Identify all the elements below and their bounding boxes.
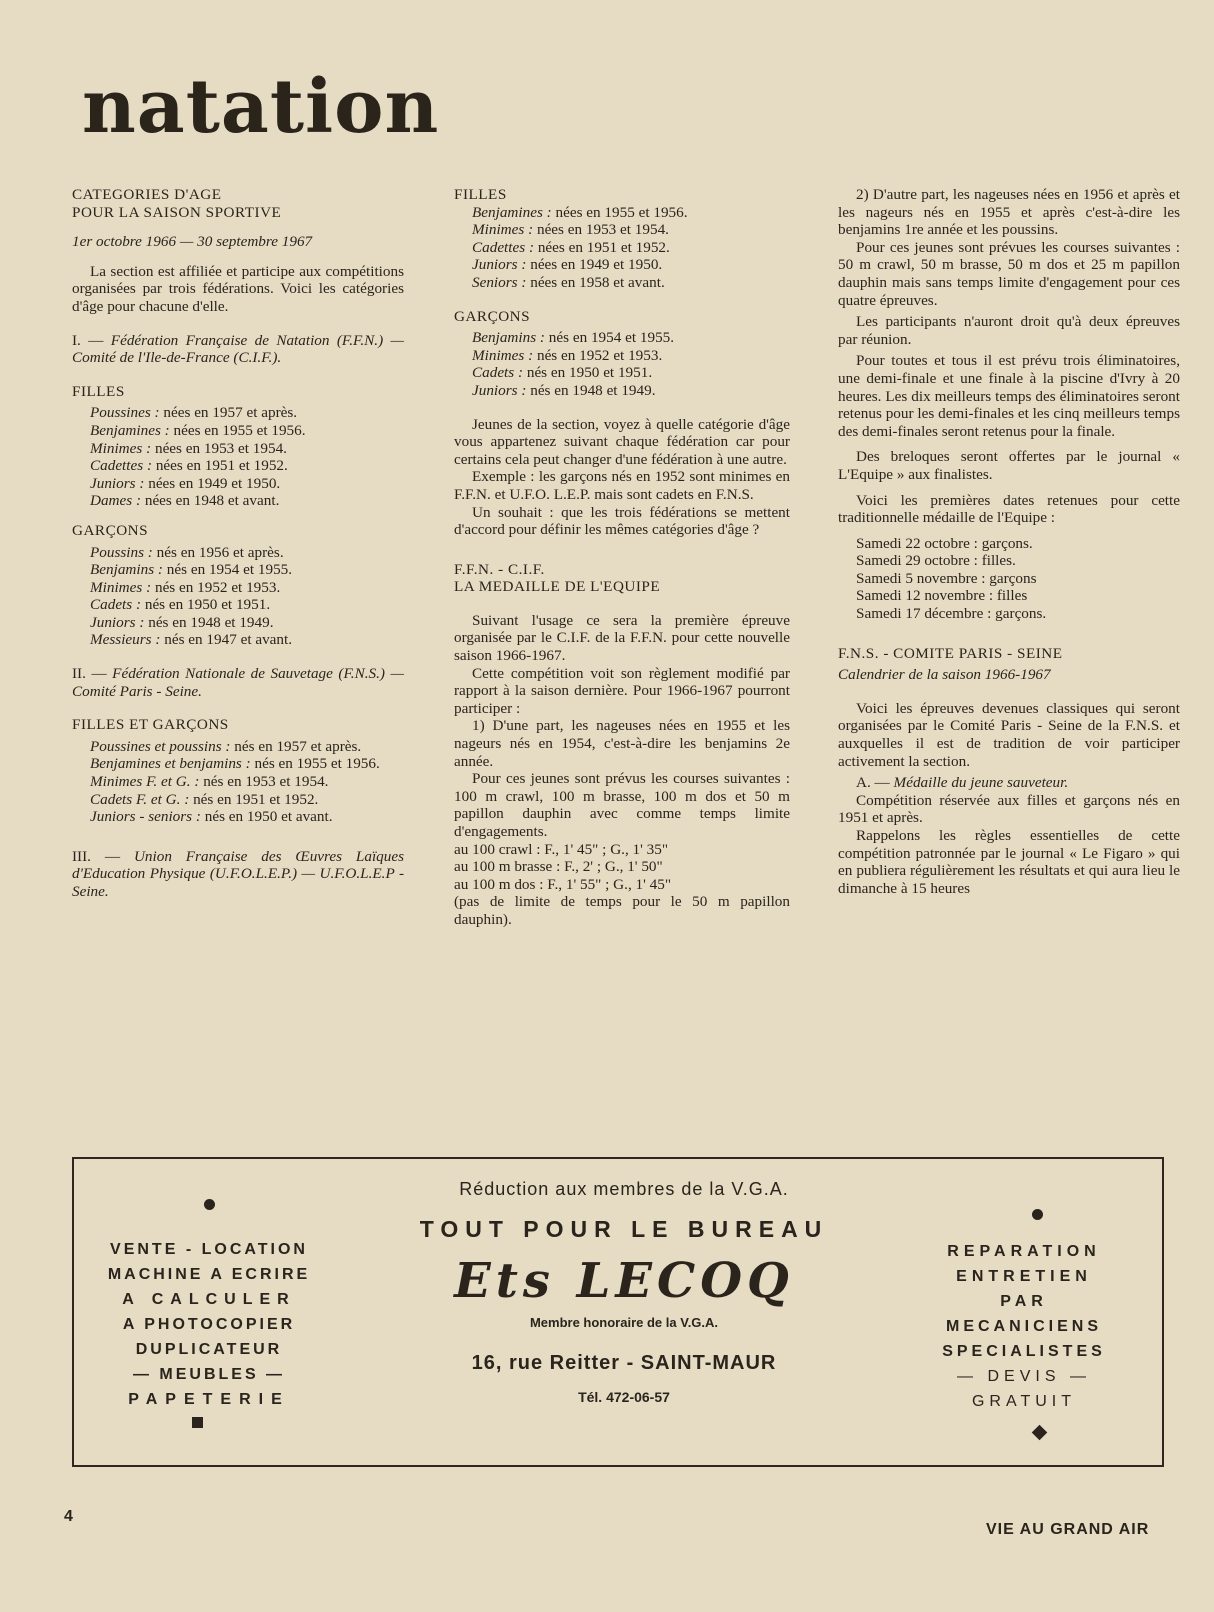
square-bullet-icon xyxy=(192,1417,203,1428)
paragraph: Pour toutes et tous il est prévu trois éliminatoires, une demi-finale et une finale à la piscine d'Ivry à 20 heures. Les dix meilleurs temps des éliminatoires seront retenus pour les demi-finales et les cinq meilleurs temps des demi-finales seront retenus pour la finale. xyxy=(838,352,1180,440)
paragraph: Exemple : les garçons nés en 1952 sont minimes en F.F.N. et U.F.O. L.E.P. mais sont cadets en F.N.S. xyxy=(454,468,790,503)
section-title: I. — Fédération Française de Natation (F.F.N.) — Comité de l'Ile-de-France (C.I.F.). xyxy=(72,331,404,367)
subheading: FILLES ET GARÇONS xyxy=(72,716,229,734)
list-item: Benjamins : nés en 1954 et 1955. xyxy=(90,561,293,579)
paragraph: Suivant l'usage ce sera la première épreuve organisée par le C.I.F. de la F.F.N. pour cette nouvelle saison 1966-1967. xyxy=(454,611,790,665)
paragraph: Les participants n'auront droit qu'à deux épreuves par réunion. xyxy=(838,313,1180,348)
column-1 xyxy=(72,186,404,901)
list-item: A PHOTOCOPIER xyxy=(122,1316,296,1333)
column-3 xyxy=(838,186,1180,897)
list-item: Seniors : nées en 1958 et avant. xyxy=(472,273,665,291)
list-item: Samedi 5 novembre : garçons xyxy=(856,569,1037,587)
paragraph: Un souhait : que les trois fédérations se mettent d'accord pour définir les mêmes catégories d'âge ? xyxy=(454,503,790,539)
paragraph: Cette compétition voit son règlement modifié par rapport à la saison dernière. Pour 1966-1967 pourront participer : xyxy=(454,664,790,717)
list-item: Samedi 22 octobre : garçons. xyxy=(856,534,1033,552)
heading: F.F.N. - C.I.F. xyxy=(454,560,545,578)
heading: LA MEDAILLE DE L'EQUIPE xyxy=(454,578,661,596)
ad-company-name: Ets LECOQ xyxy=(454,1253,794,1309)
list-item: Minimes : nés en 1952 et 1953. xyxy=(90,578,281,596)
list-item: — DEVIS — xyxy=(957,1368,1091,1385)
category-list xyxy=(72,738,404,826)
page-title: natation xyxy=(82,64,440,150)
paragraph: Pour ces jeunes sont prévues les courses suivantes : 50 m crawl, 50 m brasse, 50 m dos et 25 m papillon dauphin mais sans temps limite d'engagement pour ces quatre épreuves. xyxy=(838,238,1180,309)
list-item: Minimes : nés en 1952 et 1953. xyxy=(472,346,663,364)
paragraph: Voici les premières dates retenues pour cette traditionnelle médaille de l'Equipe : xyxy=(838,491,1180,527)
list-item: Juniors - seniors : nés en 1950 et avant. xyxy=(90,808,333,826)
bullet-icon xyxy=(1032,1209,1043,1220)
list-item: Minimes : nées en 1953 et 1954. xyxy=(472,221,669,239)
list-item: DUPLICATEUR xyxy=(135,1341,283,1358)
list-item: Juniors : nées en 1949 et 1950. xyxy=(90,474,281,492)
time-line: au 100 m dos : F., 1' 55" ; G., 1' 45" xyxy=(454,875,672,893)
list-item: Juniors : nés en 1948 et 1949. xyxy=(472,381,656,399)
subheading: FILLES xyxy=(454,186,507,203)
subheading: GARÇONS xyxy=(72,521,149,539)
list-item: MECANICIENS xyxy=(945,1318,1102,1335)
list-item: Dames : nées en 1948 et avant. xyxy=(90,492,280,510)
category-list xyxy=(454,204,790,292)
list-item: ENTRETIEN xyxy=(956,1268,1092,1285)
list-item: — MEUBLES — xyxy=(132,1366,286,1383)
category-list xyxy=(72,544,404,650)
paragraph: 1) D'une part, les nageuses nées en 1955 et les nageurs nés en 1954, c'est-à-dire les benjamins 2e année. xyxy=(454,717,790,770)
ad-repair-list xyxy=(904,1239,1144,1414)
paragraph: 2) D'autre part, les nageuses nées en 1956 et après et les nageurs nés en 1955 et après c'est-à-dire les benjamins 1re année et les poussins. xyxy=(838,186,1180,239)
date-list xyxy=(838,535,1180,623)
heading: POUR LA SAISON SPORTIVE xyxy=(72,203,282,221)
list-item: Benjamines et benjamins : nés en 1955 et 1956. xyxy=(90,755,380,773)
list-item: Cadets : nés en 1950 et 1951. xyxy=(472,364,653,382)
ad-phone: Tél. 472-06-57 xyxy=(578,1389,670,1405)
paragraph: Des breloques seront offertes par le journal « L'Equipe » aux finalistes. xyxy=(838,448,1180,483)
time-line: au 100 m brasse : F., 2' ; G., 1' 50" xyxy=(454,858,663,876)
ad-services-list xyxy=(104,1237,314,1412)
section-title: III. — Union Française des Œuvres Laïques d'Education Physique (U.F.O.L.E.P.) — U.F.O.L.E.P - Seine. xyxy=(72,847,405,900)
list-item: PAR xyxy=(1000,1293,1048,1310)
ad-center xyxy=(344,1179,904,1405)
advertisement-box xyxy=(72,1157,1164,1467)
list-item: Minimes : nées en 1953 et 1954. xyxy=(90,439,287,457)
paragraph: Rappelons les règles essentielles de cette compétition patronnée par le journal « Le Figaro » qui en publiera régulièrement les résultats et qui aura lieu le dimanche à 15 heures xyxy=(838,827,1180,897)
list-item: SPECIALISTES xyxy=(942,1343,1106,1360)
list-item: GRATUIT xyxy=(971,1393,1077,1410)
season-dates: 1er octobre 1966 — 30 septembre 1967 xyxy=(72,233,313,251)
paragraph: Pour ces jeunes sont prévus les courses suivantes : 100 m crawl, 100 m brasse, 100 m dos et 50 m papillon dauphin avec comme temps limite d'engagements. xyxy=(454,770,790,840)
section-title: II. — Fédération Nationale de Sauvetage (F.N.S.) — Comité Paris - Seine. xyxy=(72,665,405,700)
list-item: MACHINE A ECRIRE xyxy=(107,1266,311,1283)
time-line: au 100 crawl : F., 1' 45" ; G., 1' 35" xyxy=(454,840,669,858)
list-item: VENTE - LOCATION xyxy=(110,1241,308,1258)
list-item: Benjamines : nées en 1955 et 1956. xyxy=(472,203,688,221)
paragraph: La section est affiliée et participe aux compétitions organisées par trois fédérations. Voici les catégories d'âge pour chacune d'elle. xyxy=(72,262,404,315)
list-item: Minimes F. et G. : nés en 1953 et 1954. xyxy=(90,773,329,791)
paragraph: A. — Médaille du jeune sauveteur. xyxy=(856,774,1069,792)
page-number: 4 xyxy=(64,1508,73,1525)
list-item: Samedi 12 novembre : filles xyxy=(856,587,1028,605)
heading: F.N.S. - COMITE PARIS - SEINE xyxy=(838,644,1063,662)
heading: CATEGORIES D'AGE xyxy=(72,186,222,203)
list-item: Juniors : nés en 1948 et 1949. xyxy=(90,613,274,631)
paragraph: (pas de limite de temps pour le 50 m papillon dauphin). xyxy=(454,893,790,928)
list-item: Benjamins : nés en 1954 et 1955. xyxy=(472,329,675,347)
list-item: Benjamines : nées en 1955 et 1956. xyxy=(90,421,306,439)
list-item: Cadets : nés en 1950 et 1951. xyxy=(90,596,271,614)
list-item: Poussines et poussins : nés en 1957 et après. xyxy=(90,737,362,755)
ad-discount: Réduction aux membres de la V.G.A. xyxy=(459,1179,789,1199)
list-item: PAPETERIE xyxy=(128,1391,290,1408)
diamond-bullet-icon xyxy=(1032,1425,1048,1441)
list-item: Cadettes : nées en 1951 et 1952. xyxy=(472,238,670,256)
list-item: Poussins : nés en 1956 et après. xyxy=(90,543,284,561)
ad-member: Membre honoraire de la V.G.A. xyxy=(529,1315,719,1330)
subheading: FILLES xyxy=(72,382,125,400)
paragraph: Compétition réservée aux filles et garçons nés en 1951 et après. xyxy=(838,791,1180,827)
list-item: REPARATION xyxy=(947,1243,1101,1260)
list-item: Samedi 17 décembre : garçons. xyxy=(856,605,1047,623)
list-item: Cadettes : nées en 1951 et 1952. xyxy=(90,457,288,475)
ad-address: 16, rue Reitter - SAINT-MAUR xyxy=(471,1352,777,1374)
list-item: Poussines : nées en 1957 et après. xyxy=(90,404,298,422)
category-list xyxy=(454,329,790,399)
ad-tagline: TOUT POUR LE BUREAU xyxy=(419,1216,829,1242)
column-2 xyxy=(454,186,790,929)
list-item: Samedi 29 octobre : filles. xyxy=(856,552,1016,570)
subheading: GARÇONS xyxy=(454,307,531,325)
list-item: Juniors : nées en 1949 et 1950. xyxy=(472,256,663,274)
paragraph: Jeunes de la section, voyez à quelle catégorie d'âge vous appartenez suivant chaque fédération car pour certains cela peut changer d'une fédération à une autre. xyxy=(454,415,790,468)
subheading: Calendrier de la saison 1966-1967 xyxy=(838,666,1051,684)
list-item: Cadets F. et G. : nés en 1951 et 1952. xyxy=(90,790,319,808)
list-item: Messieurs : nés en 1947 et avant. xyxy=(90,631,293,649)
list-item: A CALCULER xyxy=(122,1291,296,1308)
magazine-name: VIE AU GRAND AIR xyxy=(986,1521,1150,1538)
bullet-icon xyxy=(204,1199,215,1210)
paragraph: Voici les épreuves devenues classiques qui seront organisées par le Comité Paris - Seine de la F.N.S. et auxquelles il est de tradition de voir participer activement la section. xyxy=(838,699,1180,770)
category-list xyxy=(72,404,404,510)
